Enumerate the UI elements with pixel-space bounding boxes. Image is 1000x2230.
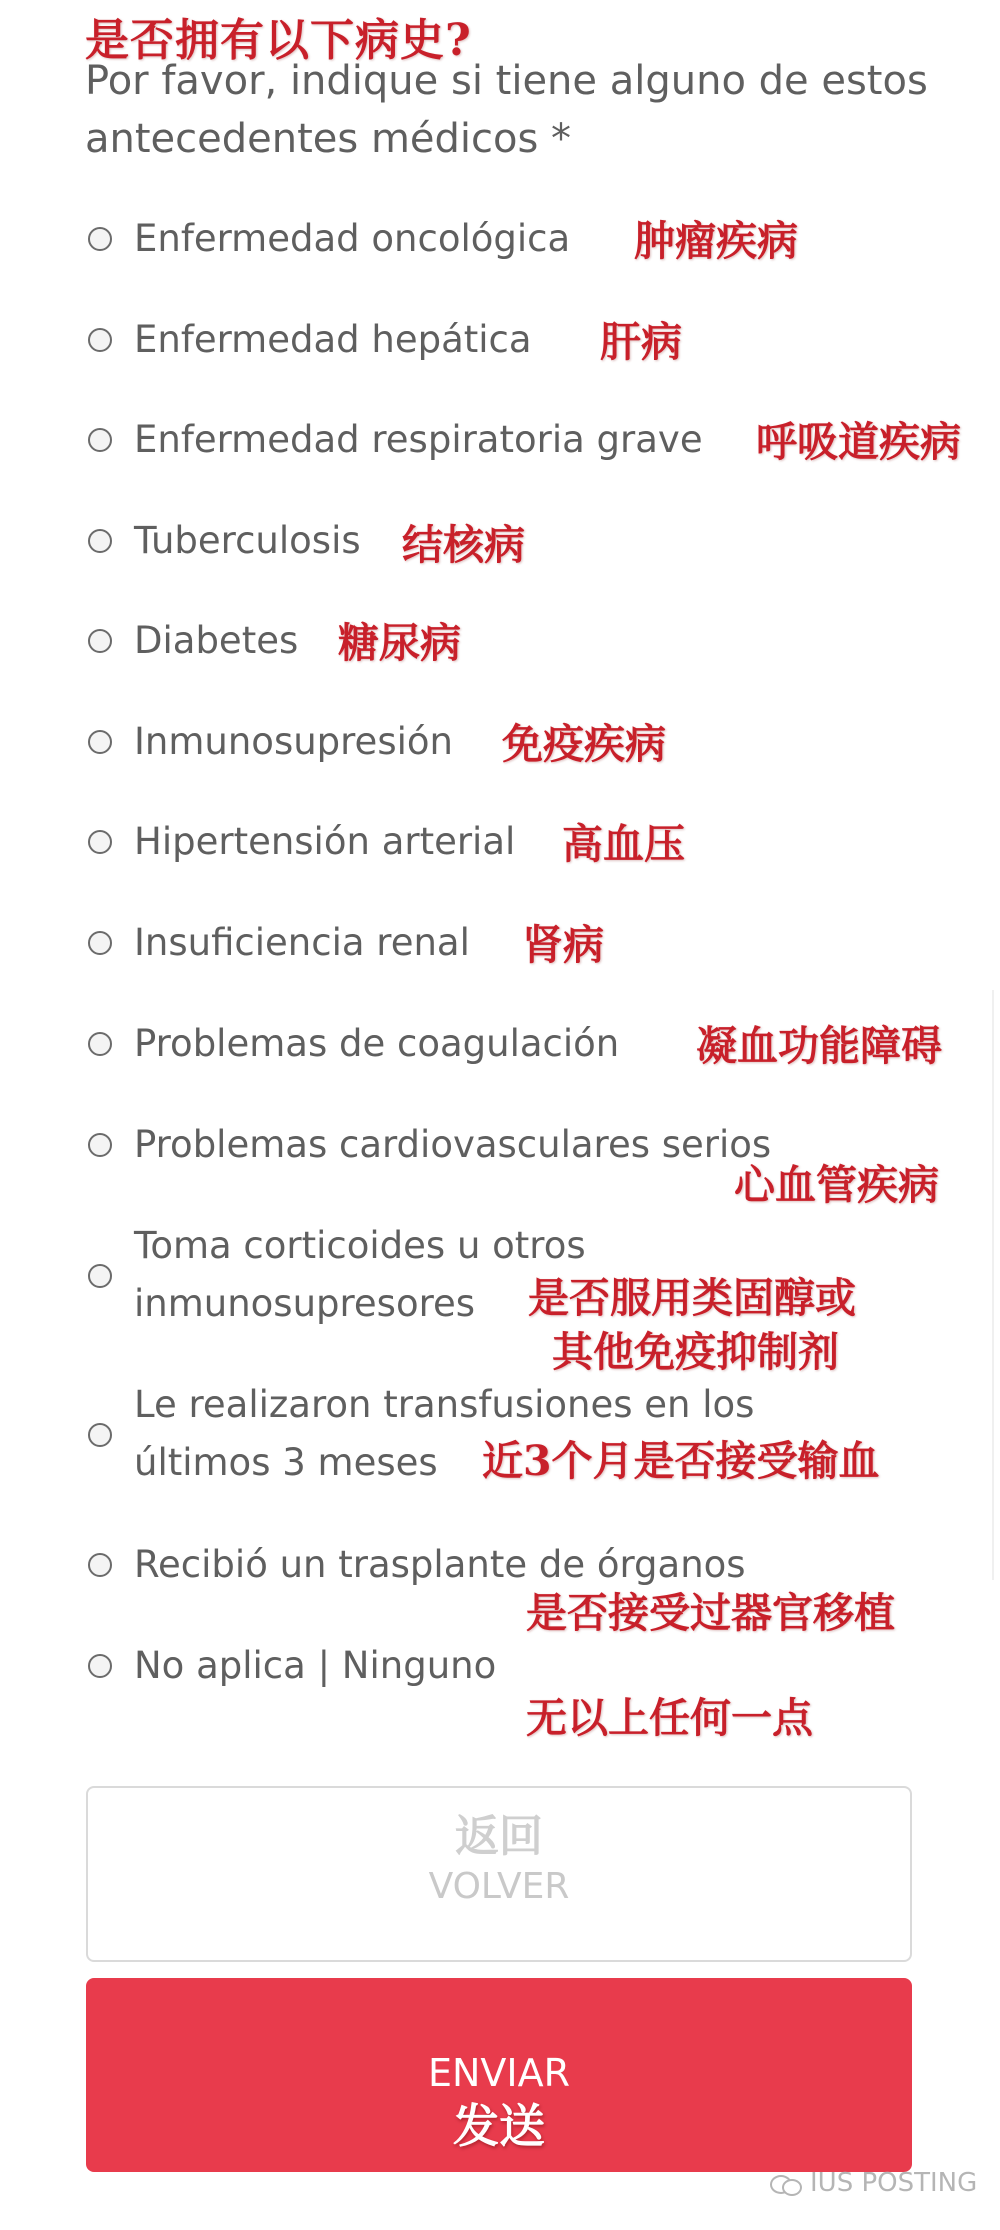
annotation-zh: 结核病 [402, 521, 525, 569]
radio-button[interactable] [88, 629, 112, 653]
radio-button[interactable] [88, 1032, 112, 1056]
question-text: Por favor, indique si tiene alguno de estos antecedentes médicos * [85, 58, 928, 162]
send-button-label: ENVIAR [427, 2051, 571, 2095]
option-label: Problemas cardiovasculares serios [134, 1123, 772, 1166]
radio-button[interactable] [88, 1553, 112, 1577]
radio-button[interactable] [88, 328, 112, 352]
option-label: Insuficiencia renal [134, 921, 470, 964]
option-label: Tuberculosis [134, 519, 361, 562]
option-label: Diabetes [134, 619, 299, 662]
annotation-zh: 糖尿病 [338, 619, 461, 667]
option-label: Problemas de coagulación [134, 1022, 620, 1065]
annotation-title-zh: 是否拥有以下病史? [85, 15, 472, 66]
watermark [770, 2168, 977, 2198]
option-label: Enfermedad oncológica [134, 217, 571, 260]
option-label: Hipertensión arterial [134, 820, 516, 863]
annotation-zh: 肝病 [600, 318, 682, 366]
option-label: Enfermedad respiratoria grave [134, 418, 703, 461]
annotation-zh: 近3个月是否接受输血 [482, 1437, 880, 1485]
annotation-zh-line2: 其他免疫抑制剂 [552, 1328, 839, 1376]
option-label: Toma corticoides u otros [134, 1224, 586, 1267]
annotation-zh: 是否接受过器官移植 [526, 1589, 895, 1637]
radio-button[interactable] [88, 1654, 112, 1678]
back-button[interactable] [86, 1786, 912, 1962]
radio-button[interactable] [88, 529, 112, 553]
annotation-zh: 肾病 [522, 921, 604, 969]
option-label-line2: inmunosupresores [134, 1282, 476, 1325]
option-label: Inmunosupresión [134, 720, 453, 763]
annotation-zh: 是否服用类固醇或 [528, 1274, 856, 1322]
annotation-zh: 免疫疾病 [502, 720, 666, 768]
annotation-zh: 呼吸道疾病 [756, 418, 961, 466]
wechat-icon [770, 2173, 804, 2195]
annotation-zh: 无以上任何一点 [526, 1694, 813, 1742]
option-label-line2: últimos 3 meses [134, 1441, 438, 1484]
page-edge-line [992, 990, 994, 1580]
radio-button[interactable] [88, 1423, 112, 1447]
option-label: Le realizaron transfusiones en los [134, 1383, 755, 1426]
back-button-zh: 返回 [455, 1811, 543, 1862]
back-button-label: VOLVER [428, 1866, 570, 1907]
radio-button[interactable] [88, 1133, 112, 1157]
option-label: Enfermedad hepática [134, 318, 532, 361]
radio-button[interactable] [88, 227, 112, 251]
send-button[interactable] [86, 1978, 912, 2172]
radio-button[interactable] [88, 830, 112, 854]
annotation-zh: 凝血功能障碍 [696, 1022, 942, 1070]
option-label: Recibió un trasplante de órganos [134, 1543, 746, 1586]
watermark-text: IUS POSTING [810, 2168, 978, 2198]
option-label: No aplica | Ninguno [134, 1644, 497, 1687]
send-button-zh: 发送 [453, 2099, 545, 2153]
radio-button[interactable] [88, 730, 112, 754]
annotation-zh: 心血管疾病 [734, 1161, 939, 1209]
annotation-zh: 高血压 [562, 820, 685, 868]
radio-button[interactable] [88, 931, 112, 955]
radio-button[interactable] [88, 1264, 112, 1288]
radio-button[interactable] [88, 428, 112, 452]
annotation-zh: 肿瘤疾病 [634, 217, 798, 265]
